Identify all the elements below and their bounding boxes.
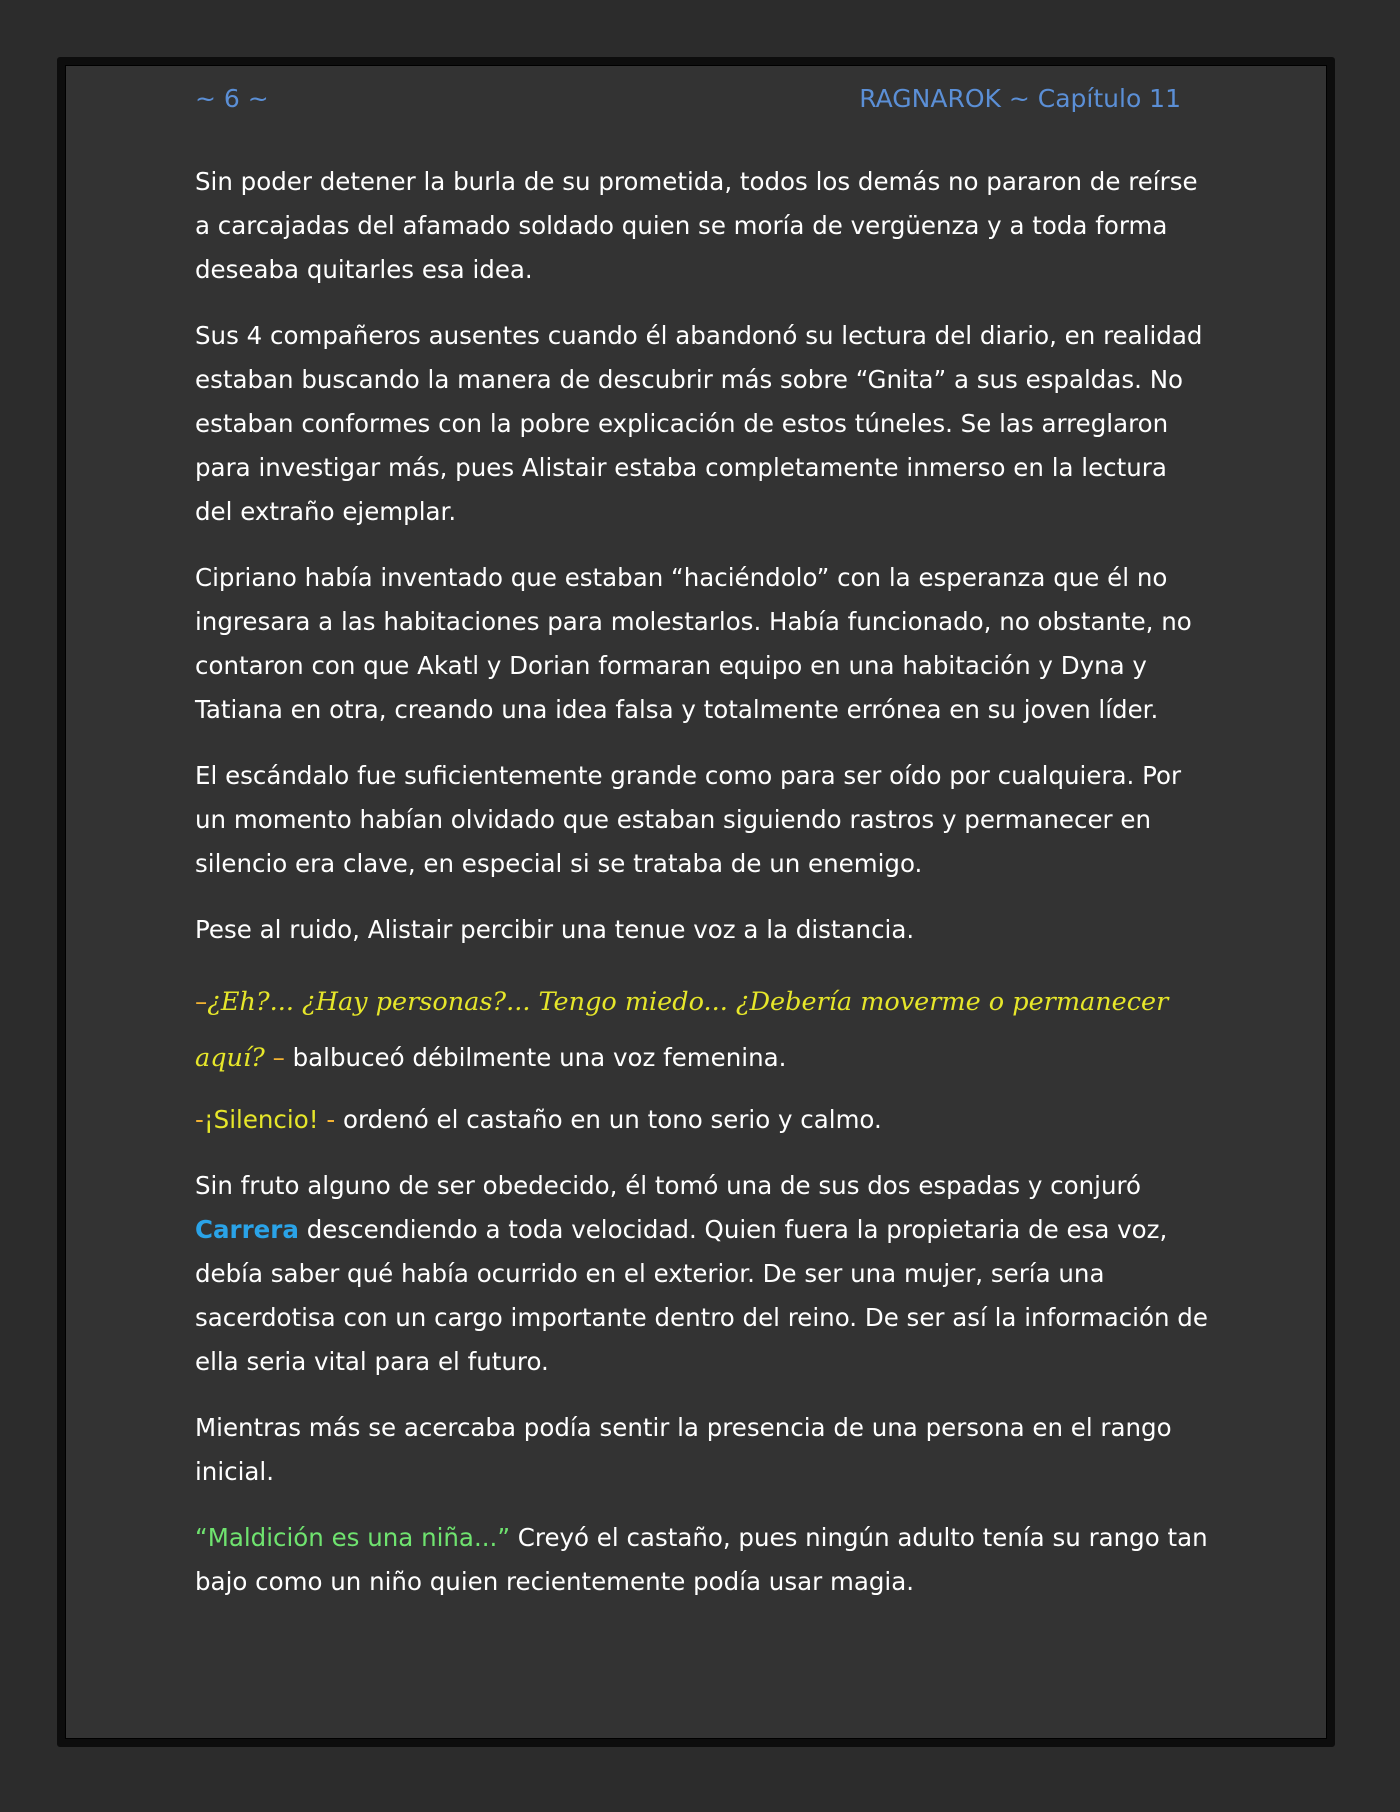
paragraph-3: Cipriano había inventado que estaban “haciéndolo” con la esperanza que él no ingresara a las habitaciones para molestarlos. Había funcionado, no obstante, no contaron con que Akatl y Dorian formaran equipo en una habitación y Dyna y Tatiana en otra, creando una idea falsa y totalmente errónea en su joven líder. — [195, 563, 1192, 724]
dialogue-silence — [195, 1098, 1210, 1142]
paragraph-10 — [195, 1516, 1210, 1604]
spell-name: Carrera — [195, 1215, 299, 1244]
dialogue-speech: ¡Silencio! — [203, 1105, 319, 1134]
inner-thought: “Maldición es una niña...” — [195, 1523, 511, 1552]
running-title: RAGNAROK ~ Capítulo 11 — [859, 84, 1181, 113]
paragraph-8-before: Sin fruto alguno de ser obedecido, él tomó una de sus dos espadas y conjuró — [195, 1171, 1142, 1200]
dialogue-girl — [195, 974, 1210, 1086]
dialogue-dash-close: – — [264, 1043, 285, 1072]
dialogue-narration: ordenó el castaño en un tono serio y calmo. — [335, 1105, 882, 1134]
paragraph-8 — [195, 1164, 1210, 1384]
paragraph-5: Pese al ruido, Alistair percibir una tenue voz a la distancia. — [195, 915, 915, 944]
paragraph-2: Sus 4 compañeros ausentes cuando él abandonó su lectura del diario, en realidad estaban buscando la manera de descubrir más sobre “Gnita” a sus espaldas. No estaban conformes con la pobre explicación de estos túneles. Se las arreglaron para investigar más, pues Alistair estaba completamente inmerso en la lectura del extraño ejemplar. — [195, 321, 1203, 526]
dialogue-narration: balbuceó débilmente una voz femenina. — [284, 1043, 787, 1072]
dialogue-dash-open: – — [195, 987, 208, 1016]
paragraph-8-after: descendiendo a toda velocidad. Quien fuera la propietaria de esa voz, debía saber qué había ocurrido en el exterior. De ser una mujer, sería una sacerdotisa con un cargo importante dentro del reino. De ser así la información de ella seria vital para el futuro. — [195, 1215, 1208, 1376]
dialogue-dash-close: - — [318, 1105, 336, 1134]
paragraph-10-narration: Creyó el castaño, pues ningún adulto tenía su rango tan bajo como un niño quien recientemente podía usar magia. — [195, 1523, 1208, 1596]
page-header — [195, 84, 1195, 124]
paragraph-1: Sin poder detener la burla de su prometida, todos los demás no pararon de reírse a carcajadas del afamado soldado quien se moría de vergüenza y a toda forma deseaba quitarles esa idea. — [195, 167, 1198, 284]
page-number: ~ 6 ~ — [195, 84, 269, 113]
paragraph-4: El escándalo fue suficientemente grande como para ser oído por cualquiera. Por un momento habían olvidado que estaban siguiendo rastros y permanecer en silencio era clave, en especial si se trataba de un enemigo. — [195, 761, 1182, 878]
page-body — [195, 160, 1210, 1626]
dialogue-speech: ¿Eh?... ¿Hay personas?... Tengo miedo... ¿Debería moverme o permanecer aquí? — [195, 987, 1169, 1073]
paragraph-9: Mientras más se acercaba podía sentir la presencia de una persona en el rango inicial. — [195, 1413, 1172, 1486]
dialogue-dash-open: - — [195, 1105, 204, 1134]
